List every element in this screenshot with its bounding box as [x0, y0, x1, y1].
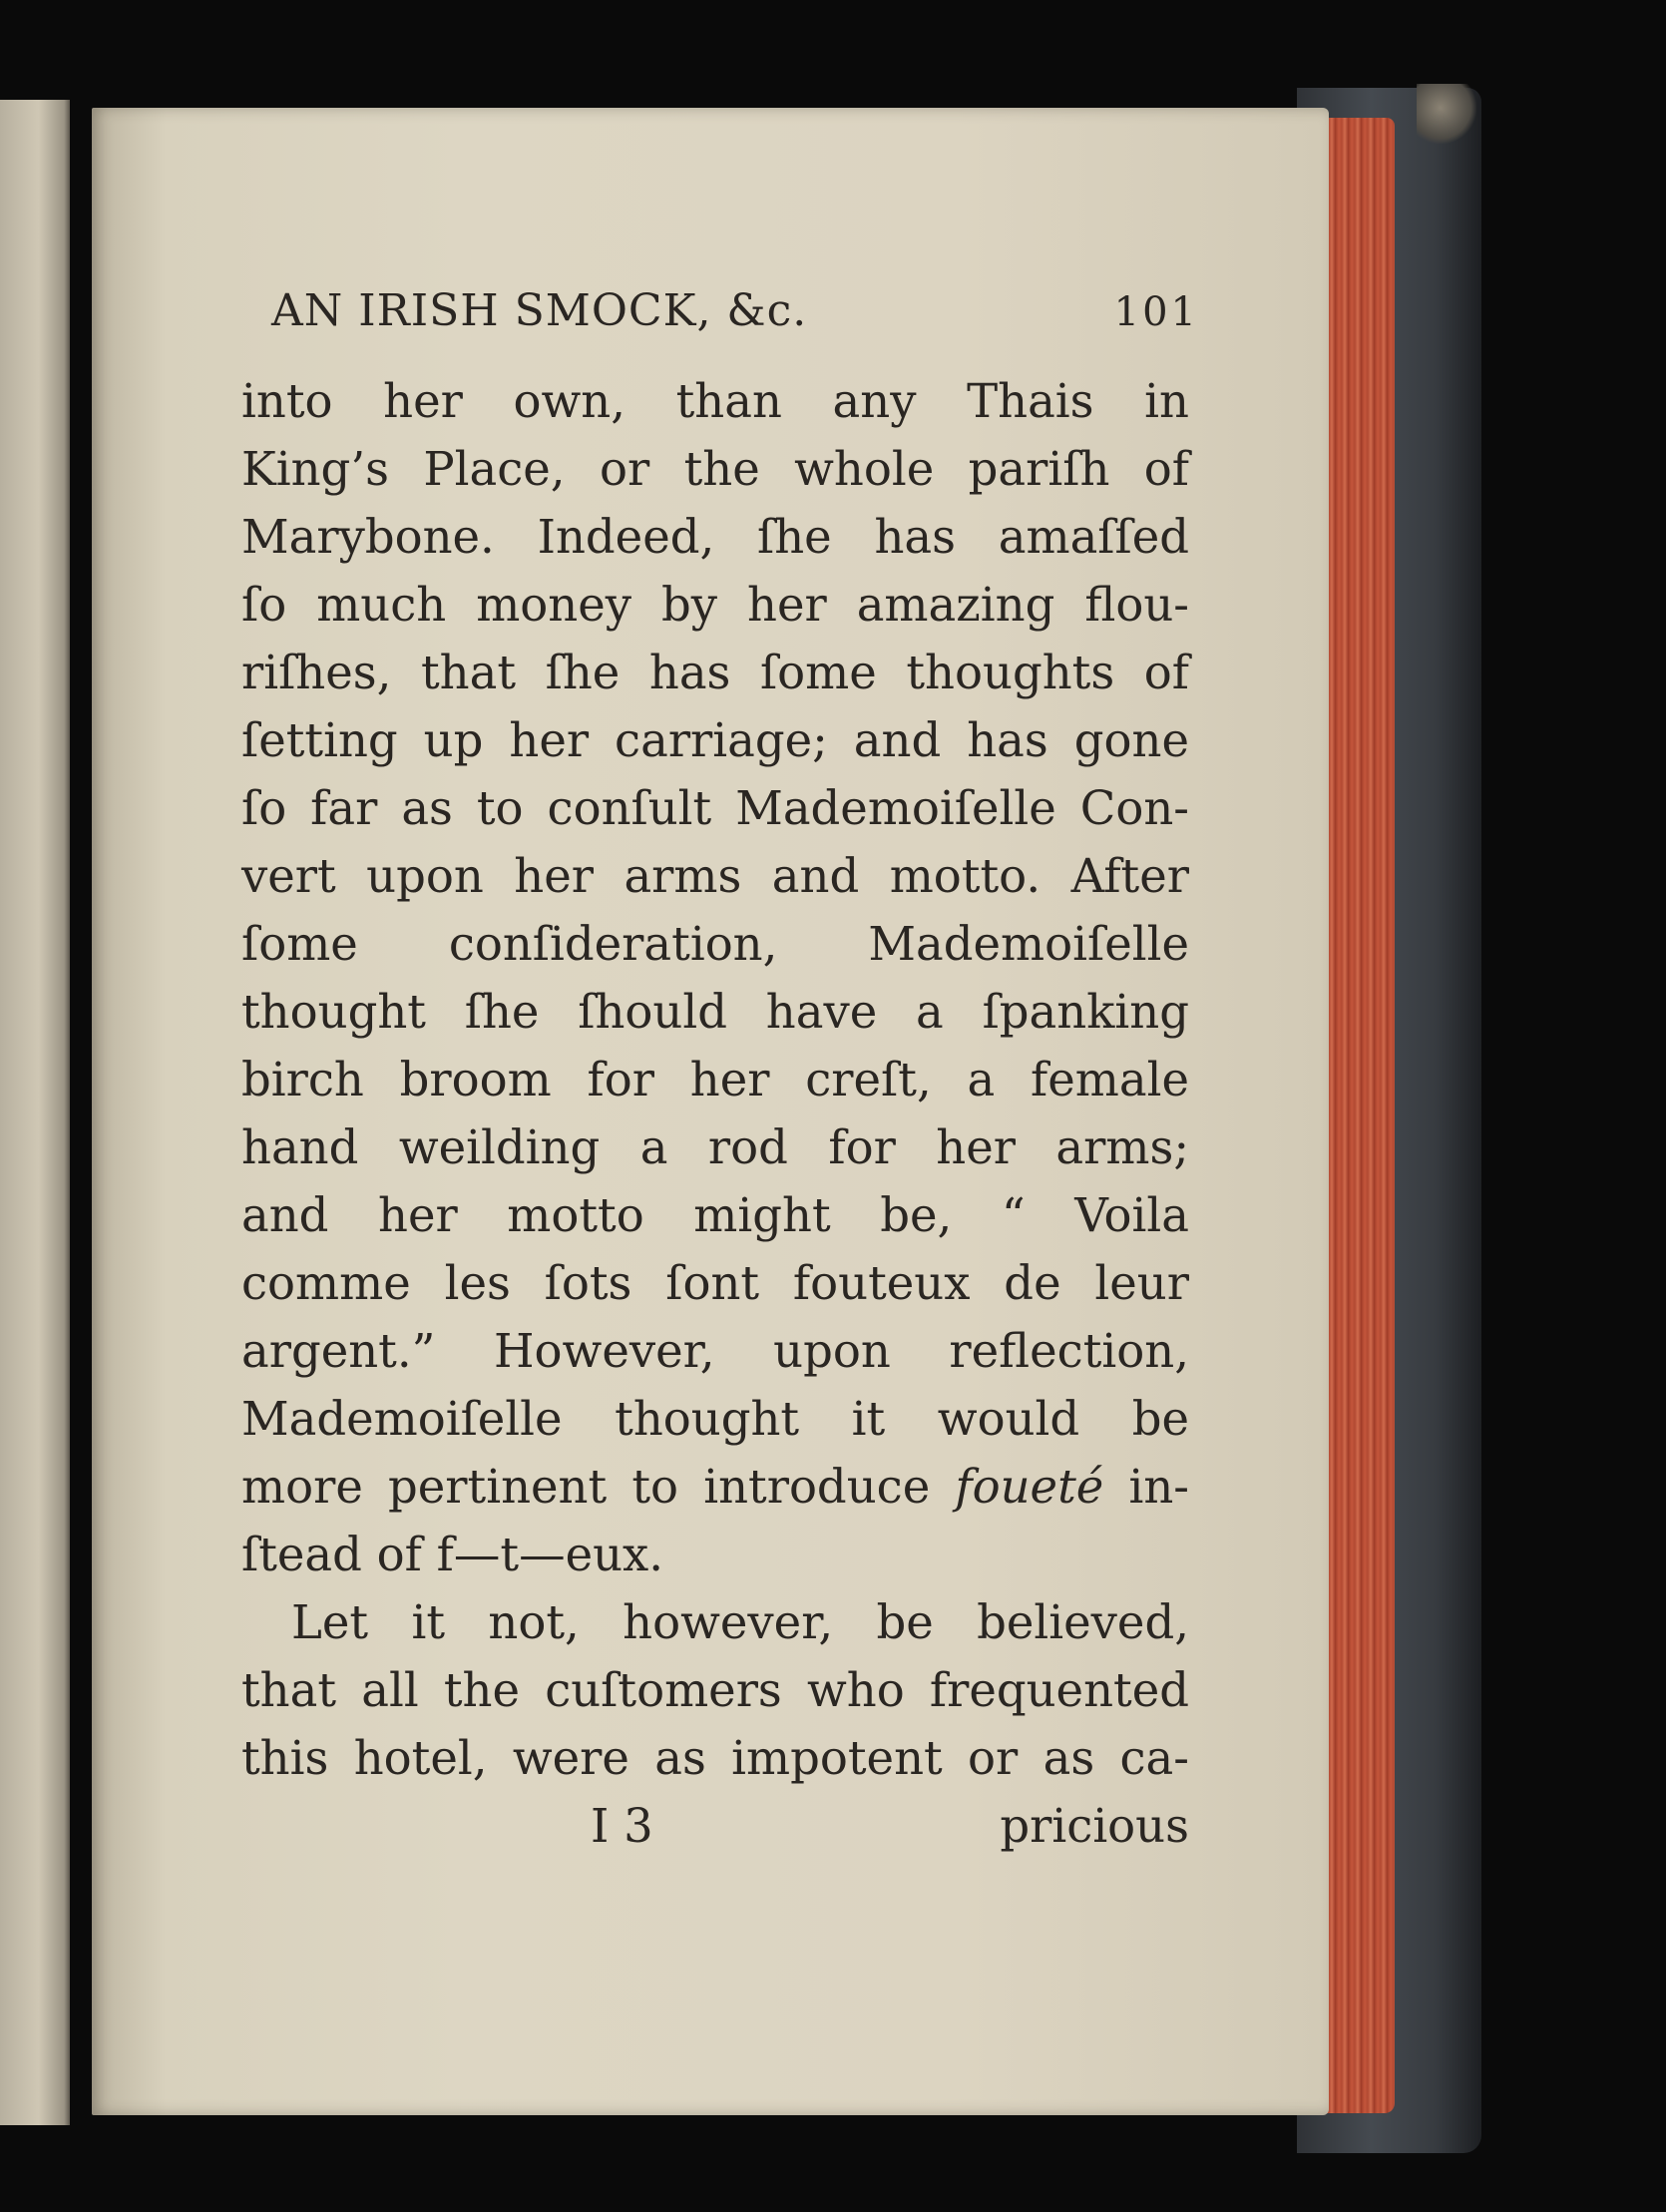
text-line-tail: in- — [1128, 1460, 1189, 1514]
text-line: birch broom for her creſt, a female — [241, 1053, 1189, 1106]
running-head-title: AN IRISH SMOCK, &c. — [271, 285, 808, 336]
text-line-lead: more pertinent to introduce — [241, 1460, 931, 1514]
text-line: ſetting up her carriage; and has gone — [241, 713, 1189, 767]
text-line: and her motto might be, “ Voila — [241, 1188, 1189, 1242]
text-line-with-italic — [241, 1453, 1189, 1521]
text-line: argent.” However, upon reflection, — [241, 1324, 1189, 1378]
text-line: into her own, than any Thais in — [241, 374, 1189, 428]
text-line: King’s Place, or the whole pariſh of — [241, 442, 1189, 496]
text-line: this hotel, were as impotent or as ca- — [241, 1731, 1189, 1785]
page-number: 101 — [1113, 289, 1199, 335]
text-line: that all the cuſtomers who frequented — [241, 1663, 1189, 1717]
running-head — [241, 285, 1199, 345]
text-line: ſo far as to conſult Mademoiſelle Con- — [241, 781, 1189, 835]
text-line: hand weilding a rod for her arms; — [241, 1120, 1189, 1174]
text-line: vert upon her arms and motto. After — [241, 849, 1189, 903]
body-text — [241, 367, 1189, 1792]
page-text-block — [241, 285, 1199, 1860]
paragraph-end-line: ſtead of f—t—eux. — [241, 1528, 664, 1581]
page-footer — [241, 1792, 1189, 1860]
book-page — [92, 108, 1329, 2115]
text-line: Marybone. Indeed, ſhe has amaſſed — [241, 510, 1189, 564]
signature-mark: I 3 — [591, 1799, 653, 1853]
cover-corner-wear — [1417, 84, 1476, 144]
text-line: ſo much money by her amazing flou- — [241, 578, 1189, 632]
italic-word: foueté — [955, 1460, 1104, 1514]
facing-page-edge — [0, 100, 70, 2125]
catchword: pricious — [1000, 1799, 1189, 1853]
text-line: riſhes, that ſhe has ſome thoughts of — [241, 646, 1189, 699]
text-line: Mademoiſelle thought it would be — [241, 1392, 1189, 1446]
text-line: Let it not, however, be believed, — [291, 1595, 1189, 1649]
text-line: ſome conſideration, Mademoiſelle — [241, 917, 1189, 971]
text-line: comme les ſots ſont fouteux de leur — [241, 1256, 1189, 1310]
text-line: thought ſhe ſhould have a ſpanking — [241, 985, 1189, 1039]
